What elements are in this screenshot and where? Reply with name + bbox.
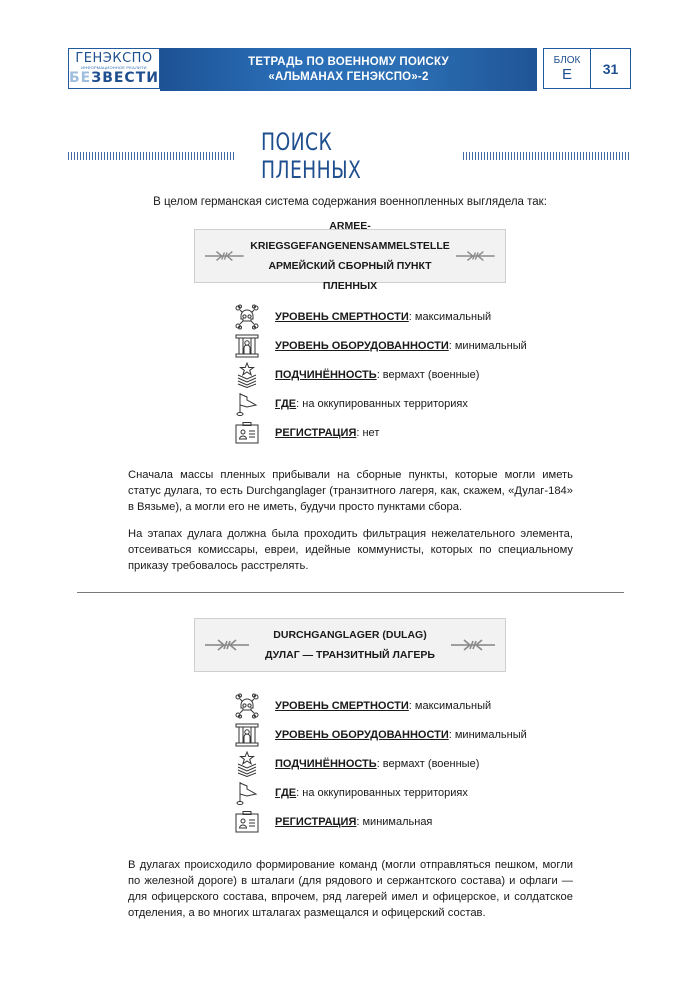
camp-type-names — [265, 625, 435, 665]
feature-value: : минимальный — [448, 339, 527, 352]
flag-icon — [234, 780, 260, 806]
feature-key: РЕГИСТРАЦИЯ — [275, 815, 357, 828]
feature-key: РЕГИСТРАЦИЯ — [275, 426, 357, 439]
feature-value: : нет — [356, 426, 380, 439]
feature-key: ГДЕ — [275, 397, 297, 410]
feature-value: : минимальная — [356, 815, 433, 828]
body-paragraph: В дулагах происходило формирование команд (могли отправляться пешком, могли по железной дороге) в шталаги (для рядового и сержантского состава) и офлаги — для офицерского состава, впрочем, ряд лагерей имел и офицерское, и солдатское отделения, а во многих шталагах размещался и офицерский состав. — [128, 859, 573, 919]
barbed-wire-icon — [451, 637, 495, 653]
feature-item — [234, 749, 534, 778]
feature-key: УРОВЕНЬ ОБОРУДОВАННОСТИ — [275, 728, 449, 741]
feature-value: : на оккупированных территориях — [296, 397, 468, 410]
feature-key: УРОВЕНЬ СМЕРТНОСТИ — [275, 699, 409, 712]
genexpo-logo — [68, 48, 160, 89]
section-title-row — [68, 128, 631, 184]
feature-item — [234, 418, 534, 447]
banner-line-2: «АЛЬМАНАХ ГЕНЭКСПО»-2 — [268, 70, 429, 83]
block-label: БЛОК — [553, 54, 581, 66]
barbed-wire-icon — [205, 248, 244, 264]
feature-list-2 — [234, 691, 534, 836]
block-value: Е — [561, 65, 572, 83]
feature-value: : минимальный — [448, 728, 527, 741]
camp-type-box-2 — [194, 618, 506, 672]
logo-top-text: ГЕНЭКСПО — [75, 50, 153, 66]
logo-subtitle: ИНФОРМАЦИОННОЕ РЕАЛИТИ — [81, 64, 147, 70]
feature-item — [234, 389, 534, 418]
feature-key: ПОДЧИНЁННОСТЬ — [275, 757, 377, 770]
body-paragraph: На этапах дулага должна была проходить фильтрация нежелательного элемента, отсеиваться комиссары, евреи, идейные коммунисты, которых по специальному приказу требовалось расстрелять. — [128, 528, 573, 572]
feature-value: : максимальный — [408, 699, 492, 712]
prison-bars-icon — [234, 333, 260, 359]
military-rank-star-icon — [234, 362, 260, 388]
skull-crossbones-icon — [234, 304, 260, 330]
page-header — [68, 48, 631, 91]
camp-type-german: DURCHGANGLAGER (DULAG) — [273, 629, 427, 641]
feature-value: : максимальный — [408, 310, 492, 323]
title-right-decoration — [463, 152, 631, 160]
feature-value: : вермахт (военные) — [376, 368, 480, 381]
feature-item — [234, 720, 534, 749]
banner-line-1: ТЕТРАДЬ ПО ВОЕННОМУ ПОИСКУ — [248, 55, 449, 68]
title-left-decoration — [68, 152, 236, 160]
intro-text: В целом германская система содержания военнопленных выглядела так: — [153, 196, 547, 208]
section-divider — [77, 592, 624, 593]
page-number: 31 — [591, 48, 631, 89]
prison-bars-icon — [234, 722, 260, 748]
camp-type-german: ARMEE-KRIEGSGEFANGENENSAMMELSTELLE — [250, 220, 450, 252]
feature-value: : на оккупированных территориях — [296, 786, 468, 799]
feature-list-1 — [234, 302, 534, 447]
feature-key: УРОВЕНЬ СМЕРТНОСТИ — [275, 310, 409, 323]
camp-type-russian: ДУЛАГ — ТРАНЗИТНЫЙ ЛАГЕРЬ — [265, 649, 435, 661]
body-paragraph: Сначала массы пленных прибывали на сборные пункты, которые могли иметь статус дулага, то есть Durchganglager (транзитного лагеря, как, скажем, «Дулаг-184» в Вязьме), а могли его не иметь, будучи просто пунктами сбора. — [128, 469, 573, 513]
camp-type-box-1 — [194, 220, 506, 292]
barbed-wire-icon — [205, 637, 249, 653]
feature-key: ГДЕ — [275, 786, 297, 799]
id-badge-icon — [234, 420, 260, 446]
skull-crossbones-icon — [234, 693, 260, 719]
barbed-wire-icon — [456, 248, 495, 264]
feature-item — [234, 778, 534, 807]
military-rank-star-icon — [234, 751, 260, 777]
id-badge-icon — [234, 809, 260, 835]
logo-bottom-text — [69, 71, 159, 86]
feature-item — [234, 331, 534, 360]
feature-key: ПОДЧИНЁННОСТЬ — [275, 368, 377, 381]
feature-item — [234, 302, 534, 331]
feature-key: УРОВЕНЬ ОБОРУДОВАННОСТИ — [275, 339, 449, 352]
feature-value: : вермахт (военные) — [376, 757, 480, 770]
feature-item — [234, 360, 534, 389]
flag-icon — [234, 391, 260, 417]
feature-item — [234, 691, 534, 720]
header-banner — [160, 48, 537, 91]
page-title: ПОИСК ПЛЕННЫХ — [260, 128, 361, 184]
block-indicator — [543, 48, 591, 89]
camp-type-russian: АРМЕЙСКИЙ СБОРНЫЙ ПУНКТ ПЛЕННЫХ — [268, 260, 432, 292]
logo-bottom-dark: ЗВЕСТИ — [91, 69, 159, 86]
camp-type-names — [244, 216, 456, 296]
feature-item — [234, 807, 534, 836]
logo-bottom-light: БЕ — [69, 69, 92, 86]
